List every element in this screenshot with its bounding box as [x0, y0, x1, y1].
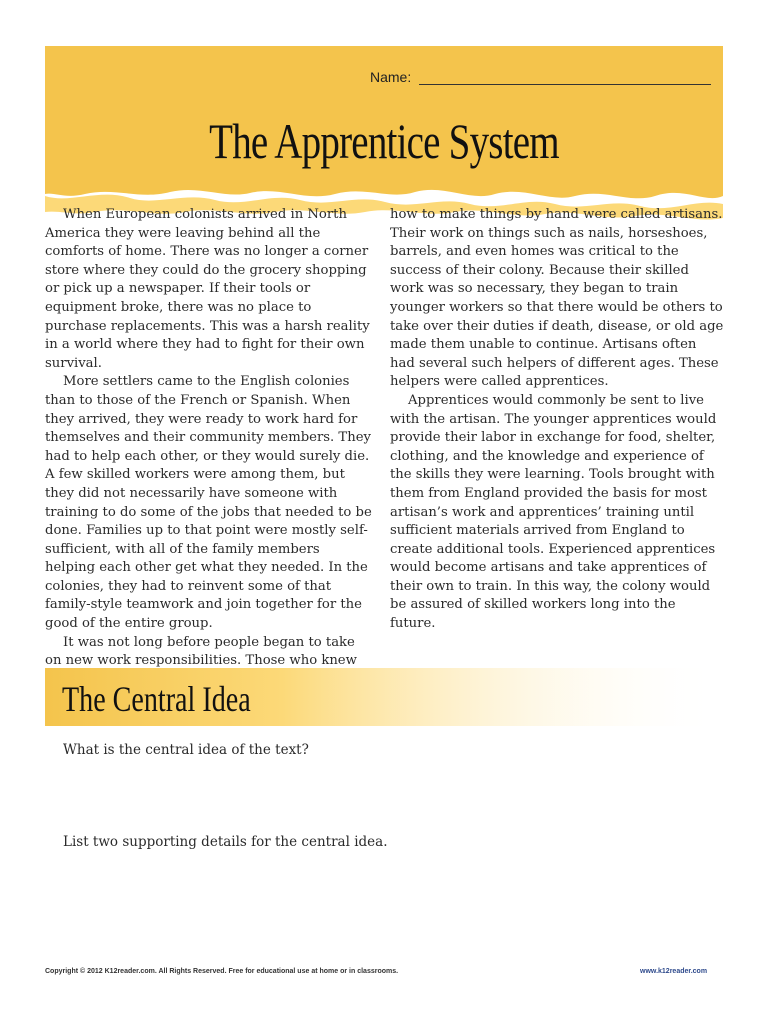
paragraph: It was not long before people began to take on new work responsibilities. Those who knew — [45, 634, 357, 669]
paragraph: Apprentices would commonly be sent to live with the artisan. The younger apprentices would provide their labor in exchange for food, shelter, clothing, and the knowledge and experience of the skills they were learning. Tools brought with them from England provided the basis for most artisan’s work and apprentices’ training until sufficient materials arrived from England to create additional tools. Experienced apprentices would become artisans and take apprentices of their own to train. In this way, the colony would be assured of skilled workers long into the future. — [390, 392, 717, 632]
article-column-right — [390, 206, 725, 634]
worksheet-title: The Apprentice System — [209, 113, 559, 169]
paragraph: how to make things by hand were called artisans. Their work on things such as nails, horseshoes, barrels, and even homes was critical to the success of their colony. Because their skilled work was so necessary, they began to train younger workers so that there would be others to take over their duties if death, disease, or old age made them unable to continue. Artisans often had several such helpers of different ages. These helpers were called apprentices. — [390, 207, 724, 390]
central-idea-heading: The Central Idea — [62, 679, 251, 719]
name-field-row — [370, 68, 711, 85]
question-supporting-details: List two supporting details for the central idea. — [63, 834, 388, 850]
copyright-notice: Copyright © 2012 K12reader.com. All Rights Reserved. Free for educational use at home or in classrooms. — [45, 968, 399, 975]
name-blank-line[interactable] — [419, 68, 711, 85]
paragraph: When European colonists arrived in North America they were leaving behind all the comforts of home. There was no longer a corner store where they could do the grocery shopping or pick up a newspaper. If their tools or equipment broke, there was no place to purchase replacements. This was a harsh reality in a world where they had to fight for their own survival. — [45, 207, 370, 371]
name-label: Name: — [370, 69, 412, 85]
article-column-left — [45, 206, 373, 671]
question-central-idea: What is the central idea of the text? — [63, 742, 309, 758]
paragraph: More settlers came to the English colonies than to those of the French or Spanish. When they arrived, they were ready to work hard for themselves and their community members. They had to help each other, or they would surely die. A few skilled workers were among them, but they did not necessarily have someone with training to do some of the jobs that needed to be done. Families up to that point were mostly self-sufficient, with all of the family members helping each other get what they needed. In the colonies, they had to reinvent some of that family-style teamwork and join together for the good of the entire group. — [45, 374, 372, 632]
site-link[interactable]: www.k12reader.com — [640, 968, 708, 975]
